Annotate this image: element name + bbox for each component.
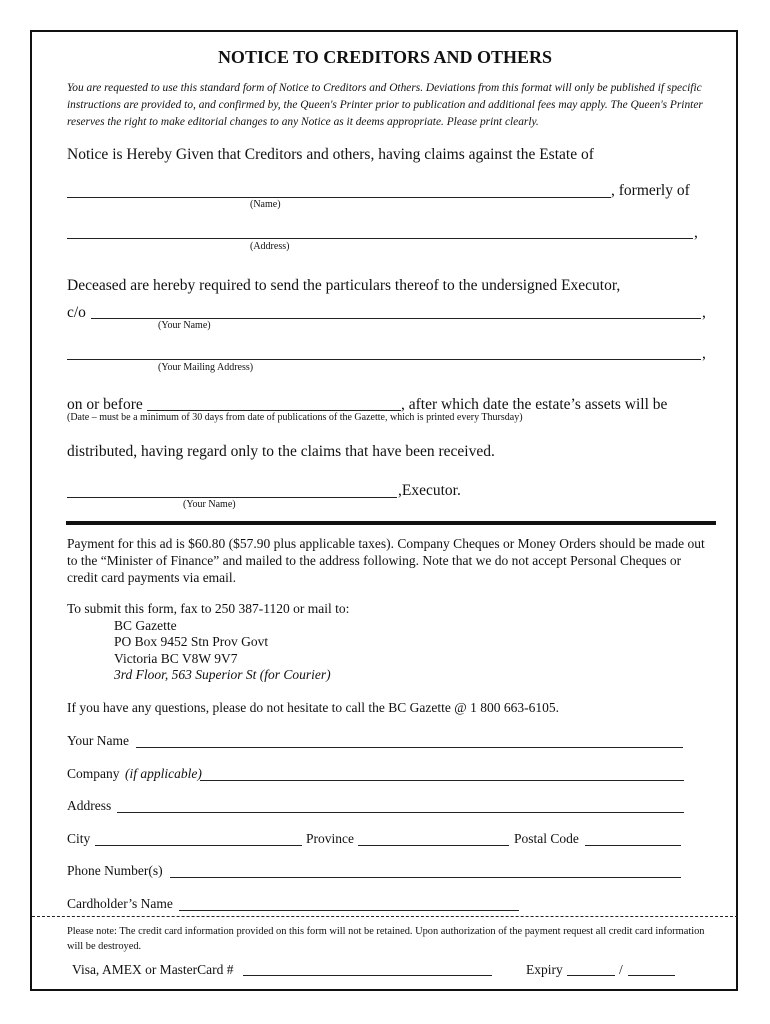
mail-address-line-1: BC Gazette <box>114 618 177 633</box>
expiry-slash: / <box>619 962 623 977</box>
courier-address: 3rd Floor, 563 Superior St (for Courier) <box>114 667 331 682</box>
estate-name-field[interactable] <box>67 197 611 198</box>
company-note: (if applicable) <box>125 766 202 781</box>
phone-label: Phone Number(s) <box>67 863 163 878</box>
intro-text: You are requested to use this standard form of Notice to Creditors and Others. Deviations from this format will only be published if specific instructions are provided to, and confirmed by, the Queen's Printer prior to publication and additional fees may apply. The Queen's Printer reserves the right to make editorial changes to any Notice as it deems appropriate. Please print clearly. <box>67 82 703 128</box>
date-field[interactable] <box>147 410 401 411</box>
mailing-address-caption: (Your Mailing Address) <box>158 362 254 373</box>
mailing-address-field[interactable] <box>67 359 701 360</box>
cardholder-label: Cardholder’s Name <box>67 896 173 911</box>
postal-code-label: Postal Code <box>514 831 579 846</box>
address-comma: , <box>694 224 698 241</box>
tear-off-line <box>32 916 738 917</box>
your-name-caption: (Your Name) <box>158 320 211 331</box>
address-caption: (Address) <box>250 241 290 252</box>
expiry-month-field[interactable] <box>567 975 615 976</box>
formerly-of-text: , formerly of <box>611 182 690 199</box>
card-number-field[interactable] <box>243 975 492 976</box>
executor-text: ,Executor. <box>398 482 461 499</box>
city-field[interactable] <box>95 845 302 846</box>
your-name-field[interactable] <box>136 747 683 748</box>
executor-name-field[interactable] <box>91 318 701 319</box>
deceased-text: Deceased are hereby required to send the particulars thereof to the undersigned Executor, <box>67 277 621 294</box>
city-label: City <box>67 831 91 846</box>
estate-address-field[interactable] <box>67 238 693 239</box>
questions-text: If you have any questions, please do not hesitate to call the BC Gazette @ 1 800 663-6105. <box>67 700 559 715</box>
mailing-comma: , <box>702 345 706 362</box>
company-label: Company <box>67 766 120 781</box>
card-note: Please note: The credit card information provided on this form will not be retained. Upon authorization of the payment request all credit card information will be destroyed. <box>67 926 705 952</box>
co-label: c/o <box>67 304 86 321</box>
address-field[interactable] <box>117 812 684 813</box>
province-field[interactable] <box>358 845 509 846</box>
form-title: NOTICE TO CREDITORS AND OTHERS <box>217 47 553 67</box>
company-field[interactable] <box>200 780 684 781</box>
province-label: Province <box>306 831 354 846</box>
name-caption: (Name) <box>250 199 281 210</box>
form-border <box>30 30 738 991</box>
executor-signature-field[interactable] <box>67 497 397 498</box>
phone-field[interactable] <box>170 877 681 878</box>
expiry-label: Expiry <box>526 962 563 977</box>
executor-caption: (Your Name) <box>183 499 236 510</box>
distributed-text: distributed, having regard only to the claims that have been received. <box>67 443 495 460</box>
expiry-year-field[interactable] <box>628 975 675 976</box>
cardholder-field[interactable] <box>179 910 519 911</box>
after-which-text: , after which date the estate’s assets will be <box>401 396 668 413</box>
submit-text: To submit this form, fax to 250 387-1120 or mail to: <box>67 601 350 616</box>
mail-address-line-2: PO Box 9452 Stn Prov Govt <box>114 634 269 649</box>
notice-line-1: Notice is Hereby Given that Creditors and others, having claims against the Estate of <box>67 146 594 163</box>
co-comma: , <box>702 304 706 321</box>
your-name-label: Your Name <box>67 733 130 748</box>
payment-text: Payment for this ad is $60.80 ($57.90 plus applicable taxes). Company Cheques or Money Orders should be made out to the “Minister of Finance” and mailed to the address following. Note that we do not accept Personal Cheques or credit card payments via email. <box>67 536 705 585</box>
on-or-before-text: on or before <box>67 396 143 413</box>
card-number-label: Visa, AMEX or MasterCard # <box>72 962 234 977</box>
address-label: Address <box>67 798 112 813</box>
mail-address-line-3: Victoria BC V8W 9V7 <box>114 651 238 666</box>
date-caption: (Date – must be a minimum of 30 days from date of publications of the Gazette, which is printed every Thursday) <box>67 412 523 423</box>
postal-code-field[interactable] <box>585 845 681 846</box>
section-divider <box>66 521 716 525</box>
